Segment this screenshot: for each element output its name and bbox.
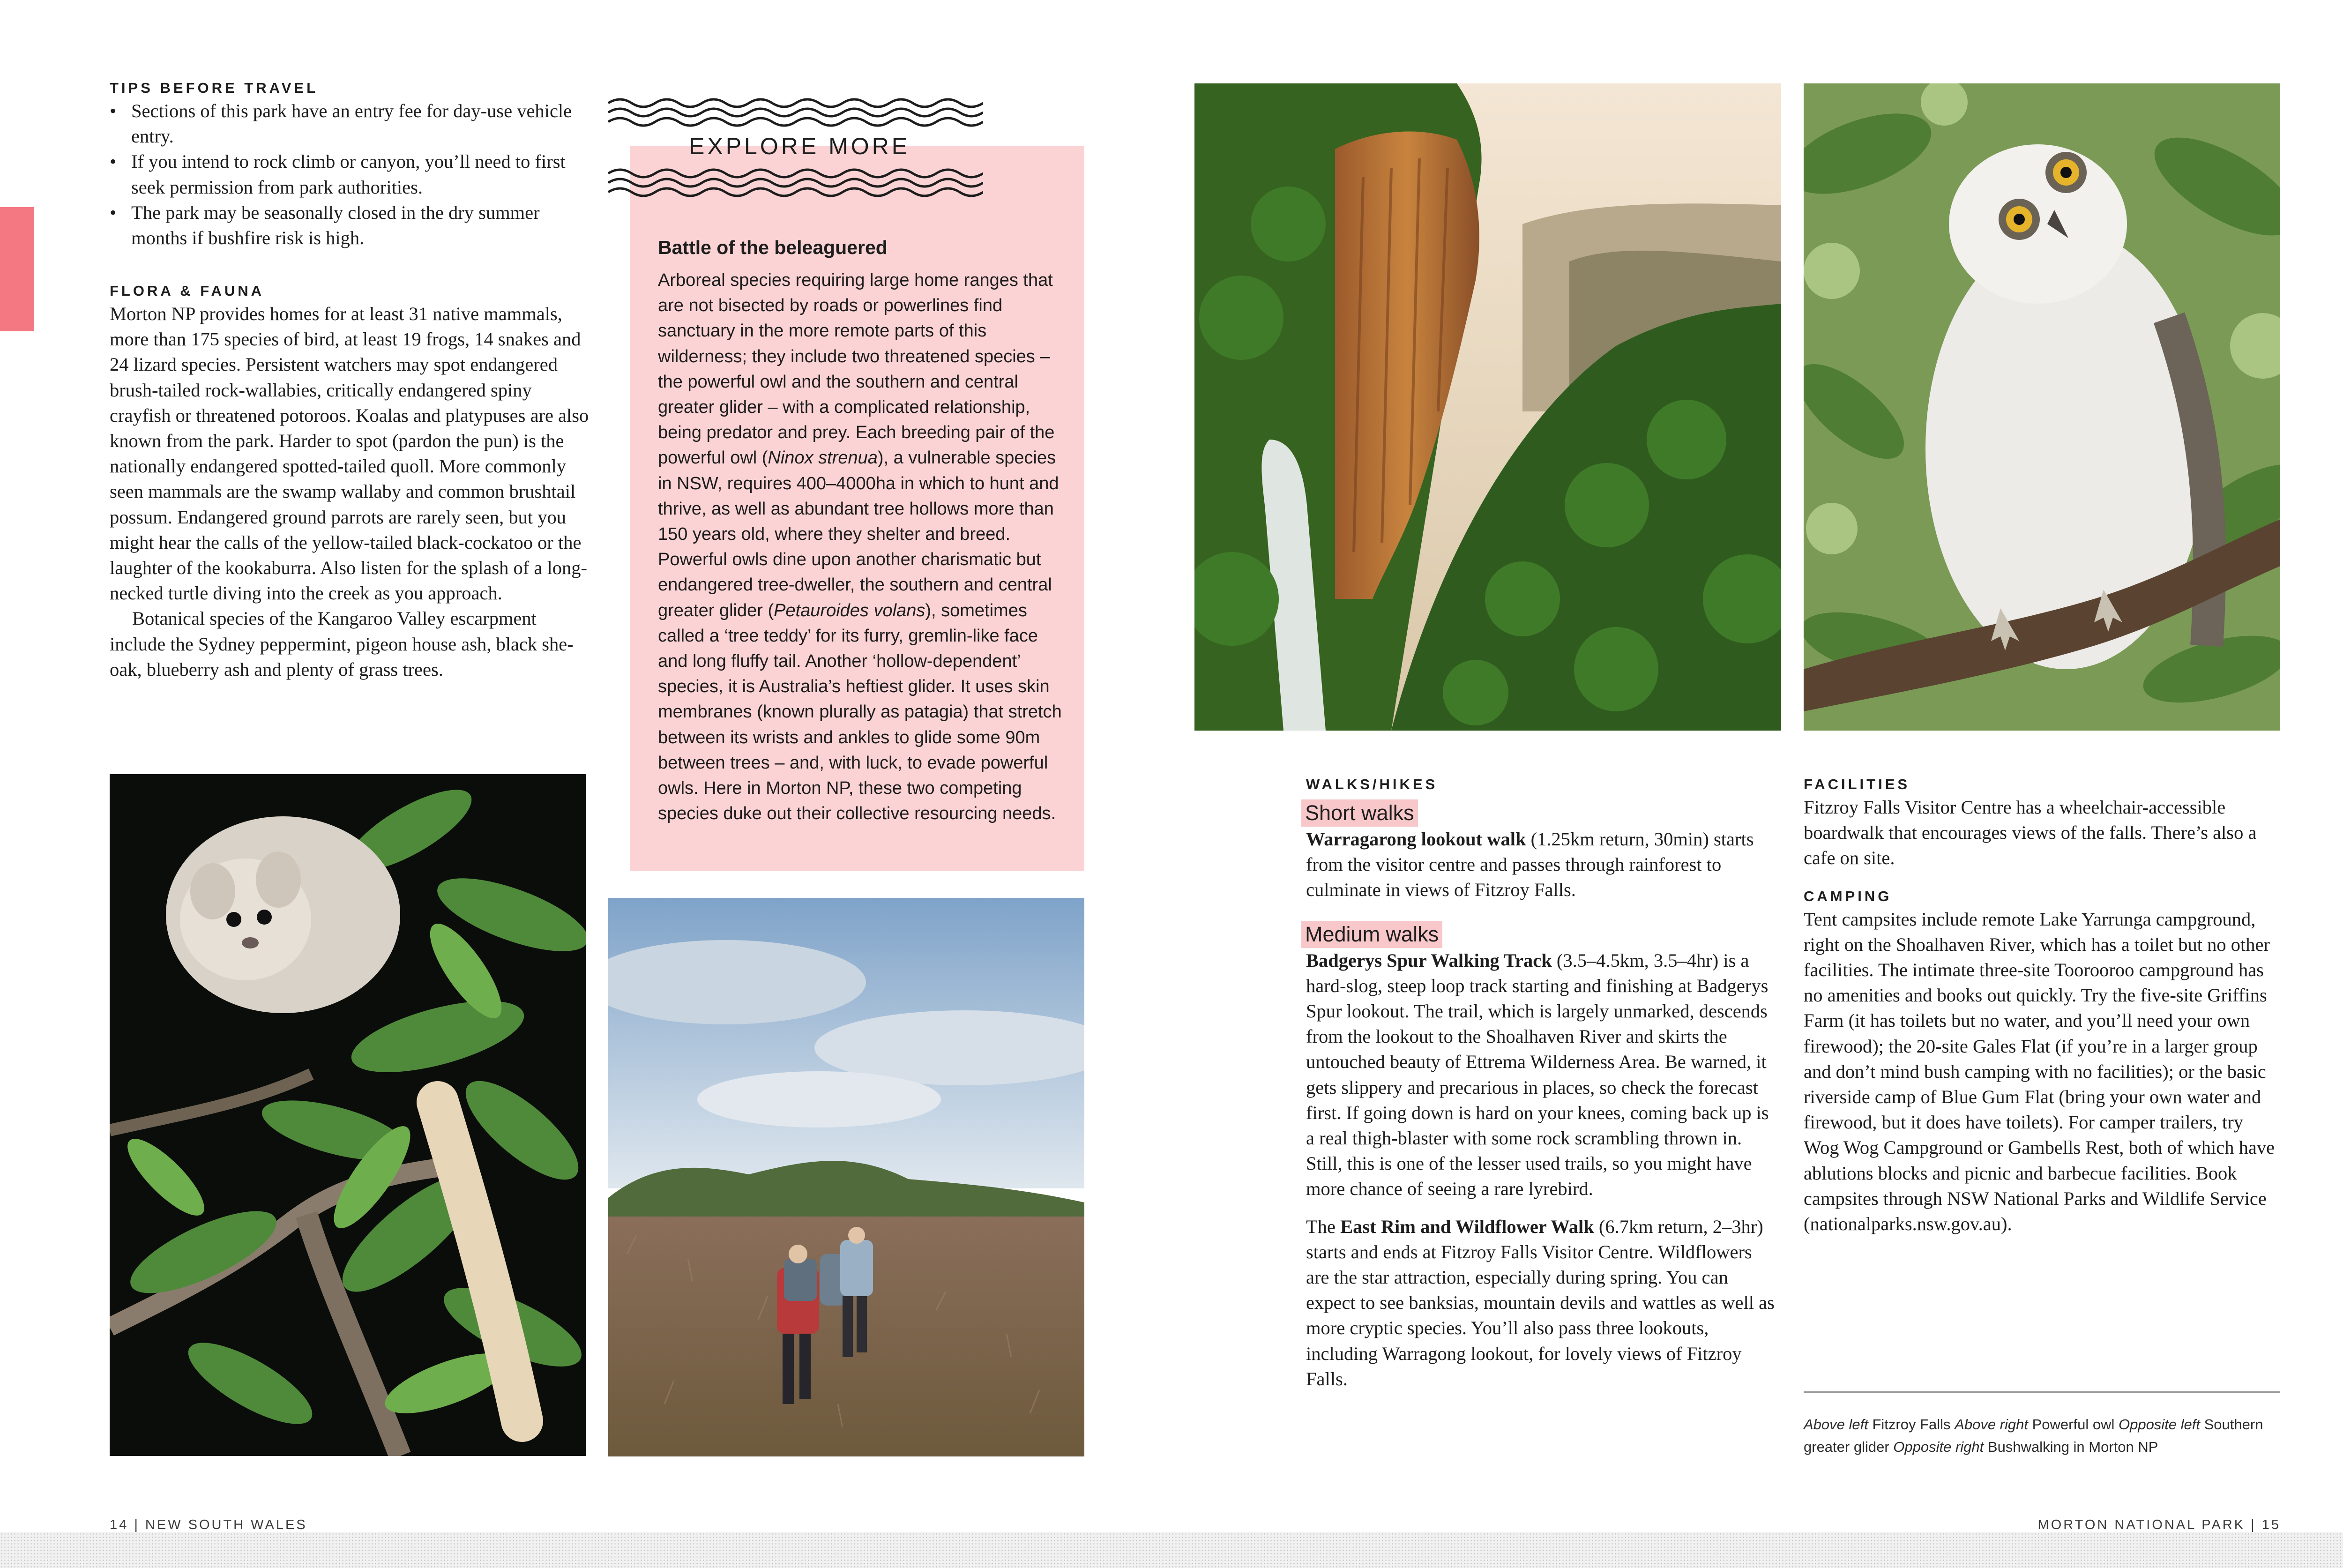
short-walks-label: Short walks xyxy=(1301,799,1418,827)
fitzroy-falls-photo xyxy=(1194,83,1781,731)
flora-section xyxy=(110,283,592,682)
owl-scientific-name: Ninox strenua xyxy=(768,448,878,468)
warragarong-walk-name: Warragarong lookout walk xyxy=(1306,829,1526,850)
flora-heading: FLORA & FAUNA xyxy=(110,283,264,299)
facilities-heading: FACILITIES xyxy=(1804,776,1910,792)
facilities-text: Fitzroy Falls Visitor Centre has a wheelchair-accessible boardwalk that encourages views of the falls. There’s also a cafe on site. xyxy=(1804,797,2257,869)
flora-paragraph-1: Morton NP provides homes for at least 31 native mammals, more than 175 species of bird, at least 19 frogs, 14 snakes and 24 lizard species. Persistent watchers may spot endangered brush-tailed rock-wallabies, critically endangered spiny crayfish or threatened potoroos. Koalas and platypuses are also known from the park. Harder to spot (pardon the pun) is the nationally endangered spotted-tailed quoll. More commonly seen mammals are the swamp wallaby and common brushtail possum. Endangered ground parrots are rarely seen, but you might hear the calls of the yellow-tailed black-cockatoo or the laughter of the kookaburra. Also listen for the splash of a long-necked turtle diving into the creek as you approach. xyxy=(110,303,589,604)
camping-heading: CAMPING xyxy=(1804,888,1892,904)
east-rim-walk-name: East Rim and Wildflower Walk xyxy=(1340,1216,1594,1237)
caption-text: Bushwalking in Morton NP xyxy=(1984,1439,2158,1455)
caption-text: Fitzroy Falls xyxy=(1868,1416,1955,1433)
explore-title: Battle of the beleaguered xyxy=(658,237,888,258)
explore-text-1: Arboreal species requiring large home ranges that are not bisected by roads or powerlines find sanctuary in the more remote parts of this wilderness; they include two threatened species – the powerful owl and the southern and central greater glider – with a complicated relationship, being predator and prey. Each breeding pair of the powerful owl ( xyxy=(658,270,1055,468)
left-page-footer: 14 | NEW SOUTH WALES xyxy=(110,1517,307,1532)
bottom-texture-band xyxy=(0,1532,2343,1568)
east-rim-walk-text xyxy=(1306,1214,1779,1392)
photo-caption xyxy=(1804,1413,2280,1458)
walks-heading: WALKS/HIKES xyxy=(1306,776,1438,792)
medium-walk-text xyxy=(1306,948,1779,1202)
tip-item: • The park may be seasonally closed in the dry summer months if bushfire risk is high. xyxy=(131,200,592,251)
caption-position: Opposite left xyxy=(2118,1416,2201,1433)
bushwalking-photo xyxy=(608,898,1084,1456)
facilities-section xyxy=(1804,776,2280,1237)
explore-body xyxy=(658,268,1066,826)
tips-section xyxy=(110,80,592,251)
tip-item: • Sections of this park have an entry fee for day-use vehicle entry. xyxy=(131,98,592,149)
tip-item: • If you intend to rock climb or canyon, you’ll need to first seek permission from park authorities. xyxy=(131,149,592,200)
medium-walks-label: Medium walks xyxy=(1301,921,1442,948)
explore-more-label: EXPLORE MORE xyxy=(689,133,910,159)
tips-list xyxy=(110,98,592,251)
camping-text: Tent campsites include remote Lake Yarrunga campground, right on the Shoalhaven River, which has a toilet but no other facilities. The intimate three-site Toorooroo campground has no amenities and books out quickly. Try the five-site Griffins Farm (it has toilets but no water, and you’ll need your own firewood); the 20-site Gales Flat (if you’re in a larger group and don’t mind bush camping with no facilities); or the basic riverside camp of Blue Gum Flat (bring your own water and firewood, but it does have toilets). For camper trailers, try Wog Wog Campground or Gambells Rest, both of which have ablutions blocks and picnic and barbecue facilities. Book campsites through NSW National Parks and Wildlife Service (nationalparks.nsw.gov.au). xyxy=(1804,908,2275,1235)
caption-text: Powerful owl xyxy=(2028,1416,2119,1433)
caption-position: Opposite right xyxy=(1893,1439,1984,1455)
caption-divider xyxy=(1804,1391,2280,1393)
badgerys-walk-details: (3.5–4.5km, 3.5–4hr) is a hard-slog, steep loop track starting and finishing at Badgerys Spur lookout. The trail, which is largely unmarked, descends from the lookout to the Shoalhaven River and skirts the untouched beauty of Ettrema Wilderness Area. Be warned, it gets slippery and precarious in places, so check the forecast first. If going down is hard on your knees, coming back up is a real thigh-blaster with some rock scrambling thrown in. Still, this is one of the lesser used trails, so you might have more chance of seeing a rare lyrebird. xyxy=(1306,949,1769,1200)
glider-scientific-name: Petauroides volans xyxy=(774,600,925,620)
flora-paragraph-2: Botanical species of the Kangaroo Valley escarpment include the Sydney peppermint, pigeon house ash, black she-oak, blueberry ash and plenty of grass trees. xyxy=(110,608,574,680)
right-page-footer: MORTON NATIONAL PARK | 15 xyxy=(2037,1517,2281,1532)
left-page-tab xyxy=(0,207,34,331)
caption-text: Southern greater glider xyxy=(1804,1416,2263,1455)
glider-photo xyxy=(110,774,586,1456)
east-rim-walk-details: (6.7km return, 2–3hr) starts and ends at Fitzroy Falls Visitor Centre. Wildflowers are the star attraction, especially during spring. You can expect to see banksias, mountain devils and wattles as well as more cryptic species. You’ll also pass three lookouts, including Warragong lookout, for lovely views of Fitzroy Falls. xyxy=(1306,1216,1775,1389)
caption-position: Above left xyxy=(1804,1416,1868,1433)
powerful-owl-photo xyxy=(1804,83,2280,731)
flora-body xyxy=(110,301,592,682)
explore-text-2: ), a vulnerable species in NSW, requires 400–4000ha in which to hunt and thrive, as well as abundant tree hollows more than 150 years old, where they shelter and breed. Powerful owls dine upon another charismatic but endangered tree-dweller, the southern and central greater glider ( xyxy=(658,448,1059,620)
explore-text-3: ), sometimes called a ‘tree teddy’ for its furry, gremlin-like face and long fluffy tail. Another ‘hollow-dependent’ species, it is Australia’s heftiest glider. It uses skin membranes (known plurally as patagia) that stretch between its wrists and ankles to glide some 90m between trees – and, with luck, to evade powerful owls. Here in Morton NP, these two competing species duke out their collective resourcing needs. xyxy=(658,600,1062,824)
caption-position: Above right xyxy=(1955,1416,2028,1433)
tips-heading: TIPS BEFORE TRAVEL xyxy=(110,80,319,96)
east-rim-prefix: The xyxy=(1306,1216,1341,1237)
badgerys-walk-name: Badgerys Spur Walking Track xyxy=(1306,949,1552,971)
short-walk-text xyxy=(1306,827,1779,903)
warragarong-walk-details: (1.25km return, 30min) starts from the visitor centre and passes through rainforest to culminate in views of Fitzroy Falls. xyxy=(1306,829,1754,901)
walks-section xyxy=(1306,776,1779,1392)
